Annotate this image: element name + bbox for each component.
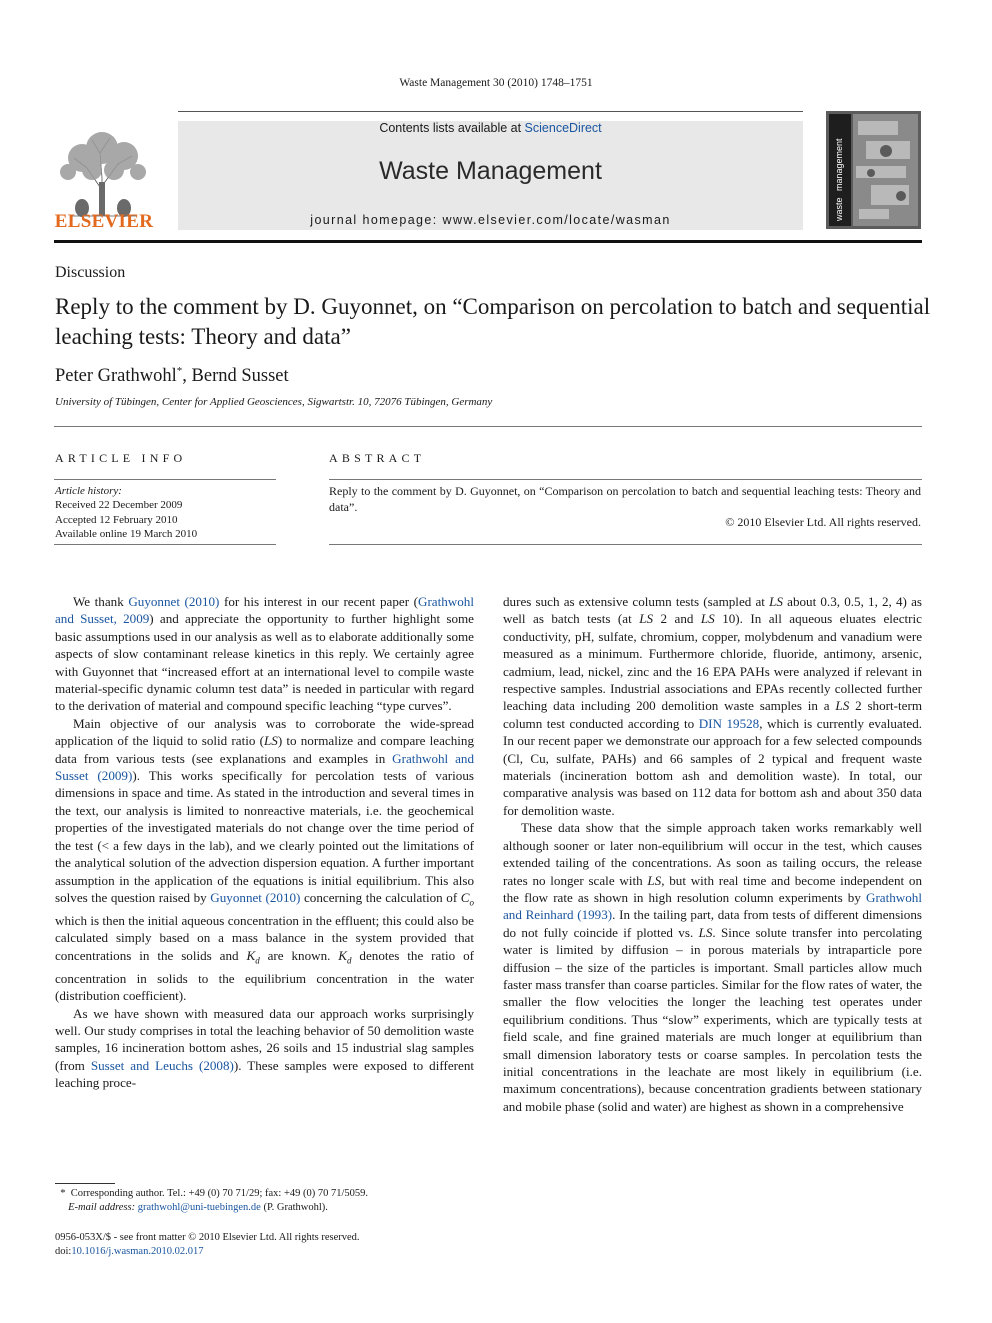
text-run: , which is currently evaluated. In our recent paper we demonstrate our approach for a few selected compounds (Cl, Cu, sulfate, PAHs) and 66 samples of 2 typical and frequent waste materials (incineration bottom ash and demolition waste). In total, our comparative analysis was based on 112 data for bottom ash and about 350 data for demolition waste. [503, 715, 923, 818]
article-history [55, 484, 197, 542]
article-info-rule [54, 544, 276, 545]
reference-link[interactable]: Susset and Leuchs (2008) [90, 1057, 234, 1073]
symbol-ls: LS [639, 611, 654, 627]
header-thick-rule [54, 240, 922, 243]
cover-title-management: management [834, 138, 844, 191]
text-run: These data show that the simple approach taken works remarkably well although sooner or later non-equilibrium will occur in the test, which causes extended tailing of the concentrations. As soon as tailing occurs, the release rates no longer scale with [503, 820, 922, 888]
email-note: E-mail address: grathwohl@uni-tuebingen.de (P. Grathwohl). [68, 1202, 328, 1213]
homepage-url[interactable]: www.elsevier.com/locate/wasman [442, 213, 671, 227]
paper-title: Reply to the comment by D. Guyonnet, on “Comparison on percolation to batch and sequential leaching tests: Theory and data” [55, 294, 931, 349]
text-run: dures such as extensive column tests (sampled at [503, 594, 770, 609]
body-paragraph: As we have shown with measured data our approach works surprisingly well. Our study comprises in total the leaching behavior of 50 demolition waste samples, 16 incineration bottom ashes, 26 soils and 15 industrial slag samples (from Susset and Leuchs (2008)). These samples were exposed to different leaching proce- [55, 1005, 475, 1091]
text-run: 2 short-term column test conducted according to [503, 698, 923, 731]
abstract-heading: ABSTRACT [329, 451, 426, 465]
body-paragraph [503, 819, 922, 1115]
text-run: 10). In all aqueous eluates electric conductivity, pH, sulfate, chromium, copper, molybdenum and vanadium were measured as a minimum. Furthermore chloride, fluoride, antimony, arsenic, cadmium, lead, nickel, zinc and the 16 EPA PAHs were analyzed if relevant in respective samples. Industrial associations and EPAs recently collected further leaching data including 200 demolition waste samples in a [503, 611, 922, 714]
text-run: about 0.3, 0.5, 1, 2, 4) as well as batch tests (at [503, 594, 922, 627]
front-matter [55, 1231, 360, 1259]
section-label: Discussion [55, 264, 126, 281]
title-separator-rule [54, 426, 922, 427]
journal-citation: Waste Management 30 (2010) 1748–1751 [399, 77, 593, 89]
author-list [55, 365, 289, 387]
footnote-rule [55, 1183, 115, 1184]
symbol-ls: LS [647, 872, 662, 888]
article-info-heading: ARTICLE INFO [55, 451, 187, 465]
journal-header-box [178, 121, 803, 230]
body-paragraph-continued [503, 593, 922, 819]
symbol-ls: LS [835, 698, 850, 714]
reference-link[interactable]: Guyonnet (2010) [210, 889, 301, 905]
doi-link[interactable]: 10.1016/j.wasman.2010.02.017 [71, 1246, 204, 1257]
doi-line: doi:10.1016/j.wasman.2010.02.017 [55, 1246, 204, 1257]
footnote [55, 1187, 475, 1215]
online-date: Available online 19 March 2010 [55, 528, 198, 541]
email-link[interactable]: grathwohl@uni-tuebingen.de [137, 1202, 261, 1213]
text-run: , but with real time and become independent on the flow rate as shown in high resolution column experiments by [503, 872, 922, 905]
corresponding-author-note: * Corresponding author. Tel.: +49 (0) 70 71/29; fax: +49 (0) 70 71/5059. [60, 1188, 369, 1199]
journal-homepage [178, 213, 803, 227]
reference-link[interactable]: Grathwohl and Susset, 2009 [55, 594, 474, 627]
abstract-copyright: © 2010 Elsevier Ltd. All rights reserved. [725, 515, 921, 529]
journal-title: Waste Management [379, 157, 602, 185]
author-separator: , [182, 366, 192, 387]
text-run: 2 and [653, 611, 701, 627]
accepted-date: Accepted 12 February 2010 [55, 513, 178, 526]
reference-link[interactable]: Grathwohl and Reinhard (1993) [503, 889, 922, 923]
contents-prefix: Contents lists available at [379, 121, 525, 135]
issn-line: 0956-053X/$ - see front matter © 2010 Elsevier Ltd. All rights reserved. [55, 1232, 360, 1243]
reference-link[interactable]: Guyonnet (2010) [128, 594, 220, 609]
body-column-left [55, 593, 474, 1092]
sciencedirect-link[interactable]: ScienceDirect [524, 121, 602, 135]
text-run: . In the tailing part, data from tests of different dimensions do not fully coincide if plotted vs. [503, 907, 922, 940]
abstract-rule [329, 479, 922, 480]
author-name[interactable]: Bernd Susset [191, 366, 289, 387]
abstract-text: Reply to the comment by D. Guyonnet, on “Comparison on percolation to batch and sequential leaching tests: Theory and data”. [329, 484, 921, 514]
corresponding-author-mark[interactable]: * [176, 365, 183, 377]
affiliation: University of Tübingen, Center for Applied Geosciences, Sigwartstr. 10, 72076 Tübingen, Germany [55, 396, 493, 408]
author-name[interactable]: Peter Grathwohl [55, 366, 177, 387]
homepage-prefix: journal homepage: [310, 213, 443, 227]
history-label: Article history: [55, 485, 122, 497]
symbol-ls: LS [698, 924, 713, 940]
received-date: Received 22 December 2009 [55, 499, 183, 512]
header-top-rule [178, 111, 803, 112]
journal-cover-thumbnail [826, 111, 921, 229]
elsevier-wordmark: ELSEVIER [54, 211, 154, 232]
body-paragraph: Main objective of our analysis was to corroborate the wide-spread application of the liquid to solid ratio (LS) to normalize and compare leaching data from various tests (see explanations and examples in Grathwohl and Susset (2009)). This works specifically for percolation tests of various dimensions in space and time. As stated in the introduction and several times in the text, our analysis is limited to nonreactive materials, i.e. the geochemical properties of the investigated materials do not change over the time period of the test (< a few days in the lab), and we clearly pointed out the limitations of the analytical solution of the advection dispersion equation. A further important assumption in the application of the equations is initial equilibrium. This also solves the question raised by Guyonnet (2010) concerning the calculation of $C_o$ which is then the initial aqueous concentration in the effluent; this could also be calculated simply based on a mass balance in the system provided that concentrations in the solids and $K_d$ are known. $K_d$ denotes the ratio of concentration in solids to the equilibrium concentration in the water (distribution coefficient). [55, 715, 474, 1004]
abstract-rule [329, 544, 922, 545]
symbol-ls: LS [769, 594, 783, 609]
body-paragraph: We thank Guyonnet (2010) for his interest in our recent paper (Grathwohl and Susset, 2009) and appreciate the opportunity to further highlight some basic assumptions used in our analysis as well as to elaborate additionally some aspects of slow contaminant release kinetics in this reply. We certainly agree with Guyonnet that “increased effort at an international level to compile waste material-specific dynamic column test data” is needed in particular with regard to the derivation of material and compound specific leaching “type curves”. [55, 594, 474, 714]
symbol-ls: LS [700, 611, 715, 627]
article-info-rule [54, 479, 276, 480]
cover-art [826, 111, 921, 229]
reference-link[interactable]: DIN 19528 [698, 715, 760, 731]
reference-link[interactable]: Grathwohl and Susset (2009) [55, 750, 474, 784]
text-run: . Since solute transfer into percolating water is limited by diffusion – in porous materials by intraparticle pore diffusion – the size of the particles is important. Small particles allow much faster mass transfer than coarse particles. Similar for the flow rates of water, the smaller the flow velocities the longer the leaching test operates under equilibrium conditions. Thus “slow” experiments, which are typically tests at field scale, and fine grained materials are much longer at equilibrium than small dimension laboratory tests or coarse samples. In percolation tests the initial concentrations in the leachate are most likely in equilibrium (i.e. maximum concentrations), because concentration gradients between stationary and mobile phase (solid and water) are highest as shown in a comprehensive [503, 924, 922, 1114]
cover-title-waste: waste [834, 197, 844, 221]
contents-line [178, 121, 803, 135]
body-column-right [503, 593, 922, 1115]
